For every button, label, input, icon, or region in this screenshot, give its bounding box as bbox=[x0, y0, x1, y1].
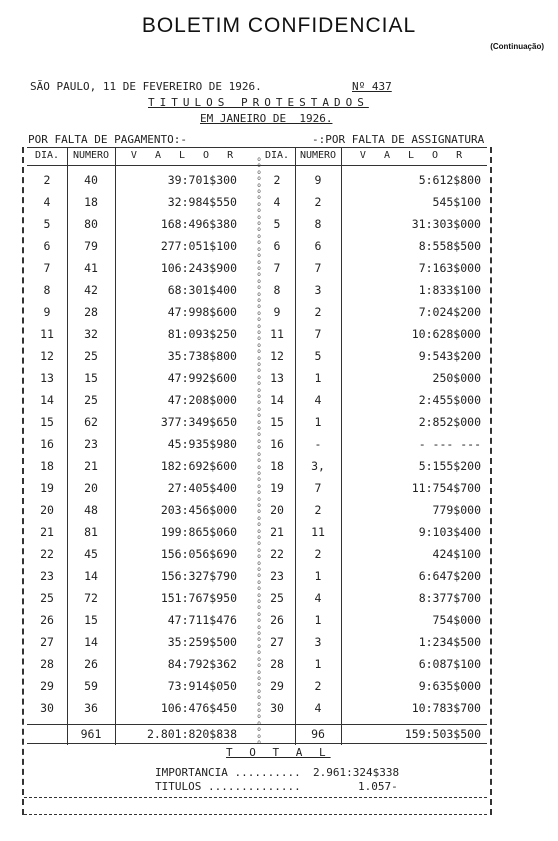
table-row bbox=[27, 591, 487, 613]
cell-valor: 377:349$650 bbox=[160, 415, 237, 429]
cell-numero-2: 9 bbox=[314, 173, 322, 187]
cell-dia: 2 bbox=[43, 173, 51, 187]
cell-dia: 15 bbox=[40, 415, 54, 429]
cell-dia-2: 6 bbox=[273, 239, 281, 253]
cell-valor: 47:998$600 bbox=[167, 305, 237, 319]
table-row bbox=[27, 635, 487, 657]
bulletin-number: Nº 437 bbox=[352, 80, 392, 93]
table-row bbox=[27, 393, 487, 415]
table-row bbox=[27, 371, 487, 393]
cell-valor: 68:301$400 bbox=[167, 283, 237, 297]
cell-valor-2: - --- --- bbox=[418, 437, 481, 451]
cell-valor: 182:692$600 bbox=[160, 459, 237, 473]
cell-numero-2: 4 bbox=[314, 591, 322, 605]
cell-numero: 15 bbox=[84, 613, 98, 627]
table-row bbox=[27, 261, 487, 283]
cell-numero: 32 bbox=[84, 327, 98, 341]
cell-valor: 156:056$690 bbox=[160, 547, 237, 561]
cell-numero: 80 bbox=[84, 217, 98, 231]
protest-table bbox=[27, 147, 487, 746]
cell-dia: 5 bbox=[43, 217, 51, 231]
bottom-divider-2 bbox=[24, 814, 487, 815]
cell-valor-2: 2:852$000 bbox=[418, 415, 481, 429]
cell-numero-2: 4 bbox=[314, 393, 322, 407]
continuation-note: (Continuação) bbox=[490, 42, 544, 51]
cell-numero: 14 bbox=[84, 569, 98, 583]
cell-valor-2: 11:754$700 bbox=[411, 481, 481, 495]
table-row bbox=[27, 701, 487, 723]
table-row bbox=[27, 239, 487, 261]
left-caption: POR FALTA DE PAGAMENTO:- bbox=[28, 133, 187, 146]
place-date: SÃO PAULO, 11 DE FEVEREIRO DE 1926. bbox=[30, 80, 262, 93]
cell-dia-2: 15 bbox=[270, 415, 284, 429]
table-row bbox=[27, 437, 487, 459]
titulos-label: TITULOS .............. bbox=[155, 780, 301, 793]
cell-numero: 45 bbox=[84, 547, 98, 561]
cell-numero-2: 3, bbox=[311, 459, 325, 473]
cell-valor-2: 424$100 bbox=[432, 547, 481, 561]
cell-dia: 14 bbox=[40, 393, 54, 407]
col-header-numero: NUMERO bbox=[72, 150, 110, 161]
cell-dia: 22 bbox=[40, 547, 54, 561]
cell-numero: 25 bbox=[84, 393, 98, 407]
cell-numero: 59 bbox=[84, 679, 98, 693]
cell-valor-2: 10:628$000 bbox=[411, 327, 481, 341]
table-row bbox=[27, 327, 487, 349]
cell-valor-2: 6:647$200 bbox=[418, 569, 481, 583]
cell-dia-2: 7 bbox=[273, 261, 281, 275]
table-row bbox=[27, 569, 487, 591]
cell-dia: 6 bbox=[43, 239, 51, 253]
cell-numero-2: 3 bbox=[314, 283, 322, 297]
cell-dia-2: 11 bbox=[270, 327, 284, 341]
col-header-numero-2: NUMERO bbox=[299, 150, 337, 161]
table-row bbox=[27, 305, 487, 327]
table-row bbox=[27, 525, 487, 547]
cell-numero: 26 bbox=[84, 657, 98, 671]
cell-dia: 21 bbox=[40, 525, 54, 539]
importancia-value: 2.961:324$338 bbox=[313, 766, 400, 779]
cell-valor: 81:093$250 bbox=[167, 327, 237, 341]
importancia-label: IMPORTANCIA .......... bbox=[155, 766, 301, 779]
period: EM JANEIRO DE 1926. bbox=[200, 112, 333, 125]
cell-dia-2: 16 bbox=[270, 437, 284, 451]
cell-valor: 277:051$100 bbox=[160, 239, 237, 253]
cell-dia: 7 bbox=[43, 261, 51, 275]
cell-dia: 26 bbox=[40, 613, 54, 627]
cell-numero: 79 bbox=[84, 239, 98, 253]
cell-valor-2: 754$000 bbox=[432, 613, 481, 627]
cell-valor-2: 7:024$200 bbox=[418, 305, 481, 319]
cell-numero: 42 bbox=[84, 283, 98, 297]
cell-valor: 35:259$500 bbox=[167, 635, 237, 649]
cell-valor: 45:935$980 bbox=[167, 437, 237, 451]
right-caption: -:POR FALTA DE ASSIGNATURA bbox=[312, 133, 485, 146]
cell-valor-2: 7:163$000 bbox=[418, 261, 481, 275]
cell-numero-2: 2 bbox=[314, 679, 322, 693]
cell-valor-2: 9:543$200 bbox=[418, 349, 481, 363]
cell-dia-2: 22 bbox=[270, 547, 284, 561]
cell-numero-2: 7 bbox=[314, 261, 322, 275]
table-row bbox=[27, 173, 487, 195]
cell-dia-2: 27 bbox=[270, 635, 284, 649]
cell-dia: 30 bbox=[40, 701, 54, 715]
cell-numero-2: 4 bbox=[314, 701, 322, 715]
cell-numero: 21 bbox=[84, 459, 98, 473]
cell-valor-2: 9:103$400 bbox=[418, 525, 481, 539]
cell-dia: 20 bbox=[40, 503, 54, 517]
bottom-divider bbox=[24, 797, 487, 798]
cell-valor-2: 5:612$800 bbox=[418, 173, 481, 187]
col-header-dia-2: DIA. bbox=[264, 150, 290, 161]
table-row bbox=[27, 503, 487, 525]
cell-numero-2: 1 bbox=[314, 613, 322, 627]
cell-valor-2: 250$000 bbox=[432, 371, 481, 385]
cell-numero: 48 bbox=[84, 503, 98, 517]
cell-numero: 72 bbox=[84, 591, 98, 605]
section-title: TITULOS PROTESTADOS bbox=[148, 96, 369, 109]
cell-numero: 23 bbox=[84, 437, 98, 451]
cell-numero-2: 1 bbox=[314, 371, 322, 385]
cell-valor: 199:865$060 bbox=[160, 525, 237, 539]
cell-dia: 19 bbox=[40, 481, 54, 495]
cell-dia: 9 bbox=[43, 305, 51, 319]
table-row bbox=[27, 679, 487, 701]
cell-numero-2: 2 bbox=[314, 547, 322, 561]
cell-dia-2: 12 bbox=[270, 349, 284, 363]
cell-numero: 36 bbox=[84, 701, 98, 715]
cell-dia-2: 20 bbox=[270, 503, 284, 517]
cell-valor-2: 5:155$200 bbox=[418, 459, 481, 473]
total-valor-2: 159:503$500 bbox=[404, 727, 481, 741]
cell-dia: 18 bbox=[40, 459, 54, 473]
table-row bbox=[27, 415, 487, 437]
cell-numero-2: - bbox=[314, 437, 322, 451]
cell-valor-2: 545$100 bbox=[432, 195, 481, 209]
cell-numero-2: 11 bbox=[311, 525, 325, 539]
cell-dia: 25 bbox=[40, 591, 54, 605]
cell-numero: 14 bbox=[84, 635, 98, 649]
cell-numero: 28 bbox=[84, 305, 98, 319]
cell-dia: 12 bbox=[40, 349, 54, 363]
table-row bbox=[27, 613, 487, 635]
cell-valor-2: 779$000 bbox=[432, 503, 481, 517]
cell-numero-2: 1 bbox=[314, 415, 322, 429]
col-header-valor-2: V A L O R bbox=[359, 150, 469, 161]
cell-dia-2: 2 bbox=[273, 173, 281, 187]
cell-dia: 29 bbox=[40, 679, 54, 693]
cell-dia: 13 bbox=[40, 371, 54, 385]
cell-numero-2: 2 bbox=[314, 305, 322, 319]
cell-dia: 28 bbox=[40, 657, 54, 671]
table-row bbox=[27, 283, 487, 305]
total-label: T O T A L bbox=[226, 746, 331, 759]
cell-valor: 35:738$800 bbox=[167, 349, 237, 363]
cell-numero-2: 8 bbox=[314, 217, 322, 231]
cell-valor-2: 1:234$500 bbox=[418, 635, 481, 649]
cell-dia-2: 21 bbox=[270, 525, 284, 539]
cell-numero-2: 6 bbox=[314, 239, 322, 253]
cell-valor-2: 1:833$100 bbox=[418, 283, 481, 297]
cell-dia-2: 14 bbox=[270, 393, 284, 407]
cell-dia-2: 13 bbox=[270, 371, 284, 385]
cell-valor-2: 8:558$500 bbox=[418, 239, 481, 253]
cell-dia-2: 19 bbox=[270, 481, 284, 495]
cell-numero-2: 5 bbox=[314, 349, 322, 363]
cell-valor-2: 9:635$000 bbox=[418, 679, 481, 693]
col-header-dia: DIA. bbox=[34, 150, 60, 161]
cell-valor: 106:476$450 bbox=[160, 701, 237, 715]
cell-dia: 23 bbox=[40, 569, 54, 583]
cell-numero-2: 7 bbox=[314, 481, 322, 495]
cell-valor: 106:243$900 bbox=[160, 261, 237, 275]
table-row bbox=[27, 349, 487, 371]
col-header-valor: V A L O R bbox=[130, 150, 240, 161]
cell-valor: 39:701$300 bbox=[167, 173, 237, 187]
cell-dia-2: 30 bbox=[270, 701, 284, 715]
total-valor: 2.801:820$838 bbox=[146, 727, 237, 741]
cell-valor-2: 2:455$000 bbox=[418, 393, 481, 407]
cell-dia-2: 8 bbox=[273, 283, 281, 297]
total-numero-2: 96 bbox=[311, 727, 325, 741]
cell-valor: 151:767$950 bbox=[160, 591, 237, 605]
cell-numero-2: 3 bbox=[314, 635, 322, 649]
cell-dia-2: 9 bbox=[273, 305, 281, 319]
cell-valor: 73:914$050 bbox=[167, 679, 237, 693]
cell-valor-2: 6:087$100 bbox=[418, 657, 481, 671]
cell-numero: 40 bbox=[84, 173, 98, 187]
cell-numero-2: 2 bbox=[314, 503, 322, 517]
cell-valor: 47:711$476 bbox=[167, 613, 237, 627]
cell-dia-2: 25 bbox=[270, 591, 284, 605]
cell-valor: 156:327$790 bbox=[160, 569, 237, 583]
cell-numero: 25 bbox=[84, 349, 98, 363]
cell-valor-2: 31:303$000 bbox=[411, 217, 481, 231]
cell-dia-2: 28 bbox=[270, 657, 284, 671]
cell-valor-2: 8:377$700 bbox=[418, 591, 481, 605]
table-row bbox=[27, 481, 487, 503]
cell-numero: 81 bbox=[84, 525, 98, 539]
cell-valor: 168:496$380 bbox=[160, 217, 237, 231]
table-row bbox=[27, 217, 487, 239]
cell-numero: 62 bbox=[84, 415, 98, 429]
cell-dia-2: 23 bbox=[270, 569, 284, 583]
cell-dia: 11 bbox=[40, 327, 54, 341]
cell-dia-2: 18 bbox=[270, 459, 284, 473]
cell-numero-2: 1 bbox=[314, 569, 322, 583]
table-row bbox=[27, 195, 487, 217]
chain-divider: oooooooooooooooooooooooooooooooooooooooooooooooooooooooooooooooooooooooooooooooooooooooooooo bbox=[257, 156, 261, 746]
cell-valor: 203:456$000 bbox=[160, 503, 237, 517]
page-title: BOLETIM CONFIDENCIAL bbox=[141, 14, 417, 37]
table-row bbox=[27, 459, 487, 481]
cell-valor-2: 10:783$700 bbox=[411, 701, 481, 715]
cell-dia-2: 5 bbox=[273, 217, 281, 231]
cell-dia-2: 26 bbox=[270, 613, 284, 627]
cell-dia: 27 bbox=[40, 635, 54, 649]
cell-dia-2: 4 bbox=[273, 195, 281, 209]
cell-dia: 8 bbox=[43, 283, 51, 297]
cell-valor: 84:792$362 bbox=[167, 657, 237, 671]
cell-numero: 20 bbox=[84, 481, 98, 495]
cell-valor: 47:208$000 bbox=[167, 393, 237, 407]
cell-numero-2: 2 bbox=[314, 195, 322, 209]
cell-numero: 41 bbox=[84, 261, 98, 275]
cell-dia: 16 bbox=[40, 437, 54, 451]
cell-valor: 47:992$600 bbox=[167, 371, 237, 385]
cell-numero-2: 7 bbox=[314, 327, 322, 341]
cell-numero: 15 bbox=[84, 371, 98, 385]
cell-dia-2: 29 bbox=[270, 679, 284, 693]
total-numero: 961 bbox=[80, 727, 102, 741]
table-row bbox=[27, 547, 487, 569]
cell-valor: 32:984$550 bbox=[167, 195, 237, 209]
cell-numero: 18 bbox=[84, 195, 98, 209]
cell-dia: 4 bbox=[43, 195, 51, 209]
titulos-value: 1.057- bbox=[358, 780, 398, 793]
cell-valor: 27:405$400 bbox=[167, 481, 237, 495]
cell-numero-2: 1 bbox=[314, 657, 322, 671]
table-row bbox=[27, 657, 487, 679]
